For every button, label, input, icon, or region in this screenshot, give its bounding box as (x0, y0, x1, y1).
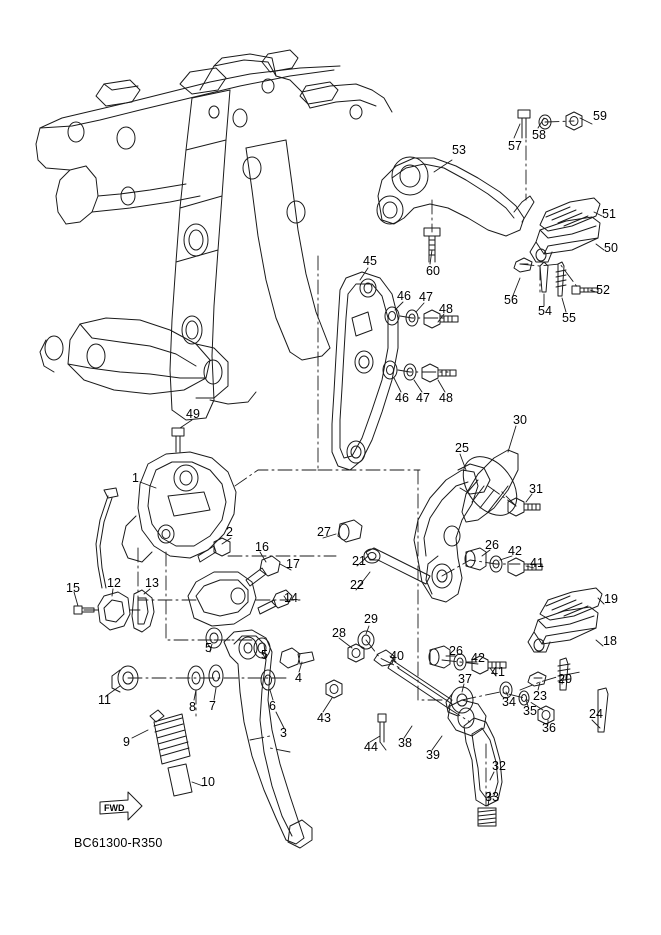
callout-44: 44 (364, 740, 378, 754)
part-3-side-stand (224, 630, 312, 848)
callout-20: 20 (558, 672, 572, 686)
callout-49: 49 (186, 407, 200, 421)
part-33-spring (478, 808, 496, 826)
frame-assembly (36, 50, 392, 420)
callout-5-b: 5 (261, 648, 268, 662)
part-25-rear-bracket (414, 464, 490, 602)
callout-52: 52 (596, 283, 610, 297)
callout-4: 4 (295, 671, 302, 685)
callout-2: 2 (226, 525, 233, 539)
part-38-rod-body (398, 668, 452, 704)
leader-lines (74, 118, 604, 806)
callout-56: 56 (504, 293, 518, 307)
callout-33: 33 (485, 790, 499, 804)
callout-48-upper: 48 (439, 302, 453, 316)
callout-17: 17 (286, 557, 300, 571)
callout-5-a: 5 (205, 641, 212, 655)
callout-50: 50 (604, 241, 618, 255)
callout-51: 51 (602, 207, 616, 221)
callout-14: 14 (284, 591, 298, 605)
callout-3: 3 (280, 726, 287, 740)
part-22-joint (364, 549, 380, 563)
callout-45: 45 (363, 254, 377, 268)
callout-11: 11 (98, 693, 111, 707)
callout-16: 16 (255, 540, 269, 554)
callout-48-lower: 48 (439, 391, 453, 405)
part-55-spring (556, 262, 566, 296)
part-19-footrest-rubber-lower (540, 588, 602, 620)
part-54-pin (540, 262, 548, 292)
part-26-collar-upper-right (465, 548, 486, 570)
part-35-washer (519, 691, 529, 705)
part-45-heel-plate (332, 272, 398, 470)
callout-7: 7 (209, 699, 216, 713)
part-30-passenger-footpeg (452, 446, 527, 525)
callout-60: 60 (426, 264, 440, 278)
callout-35: 35 (523, 704, 537, 718)
callout-42-lower: 42 (471, 651, 485, 665)
callout-39: 39 (426, 748, 440, 762)
part-code-label: BC61300-R350 (74, 836, 163, 850)
callout-46-lower: 46 (395, 391, 409, 405)
part-27-bushing (338, 520, 362, 542)
callout-54: 54 (538, 304, 552, 318)
callout-53: 53 (452, 143, 466, 157)
callout-15: 15 (66, 581, 80, 595)
part-51-footrest-rubber (540, 198, 600, 231)
part-21-rod-upper (366, 548, 430, 584)
part-10-pad (168, 764, 192, 796)
part-39-bracket (448, 700, 486, 736)
callout-18: 18 (603, 634, 617, 648)
part-31-bolt (508, 498, 540, 516)
part-12-switch (98, 592, 130, 630)
callout-26-lower: 26 (449, 644, 463, 658)
part-43-nut (326, 680, 342, 698)
callout-8: 8 (189, 700, 196, 714)
callout-28: 28 (332, 626, 346, 640)
callout-47-lower: 47 (416, 391, 430, 405)
callout-42-upper: 42 (508, 544, 522, 558)
part-4-bolt (280, 648, 314, 668)
callout-38: 38 (398, 736, 412, 750)
callout-46-upper: 46 (397, 289, 411, 303)
part-46-collar-lower (383, 361, 397, 379)
part-18-footrest-bracket-lower (528, 607, 598, 652)
part-60-bolt (424, 228, 440, 262)
callout-34: 34 (502, 695, 516, 709)
callout-6: 6 (269, 699, 276, 713)
part-52-bolt (572, 286, 598, 294)
part-26-collar-lower-right (429, 646, 450, 668)
callout-12: 12 (107, 576, 121, 590)
callout-10: 10 (201, 775, 215, 789)
callout-36: 36 (542, 721, 556, 735)
callout-9: 9 (123, 735, 130, 749)
part-48-bolt-lower (422, 364, 456, 382)
callout-27: 27 (317, 525, 331, 539)
callout-25: 25 (455, 441, 469, 455)
callout-55: 55 (562, 311, 576, 325)
callout-19: 19 (604, 592, 618, 606)
callout-41-upper: 41 (530, 556, 544, 570)
callout-23: 23 (533, 689, 547, 703)
fwd-label: FWD (104, 803, 125, 813)
part-7-washer (209, 665, 223, 687)
part-44-bolt (378, 714, 386, 742)
callout-1: 1 (132, 471, 139, 485)
part-23-clip (528, 672, 546, 686)
callout-57: 57 (508, 139, 522, 153)
part-49-bolt (172, 428, 184, 452)
callout-29: 29 (364, 612, 378, 626)
callout-26-upper: 26 (485, 538, 499, 552)
part-9-spring (150, 710, 190, 764)
part-1-stand-bracket (122, 452, 236, 562)
callout-41-lower: 41 (491, 665, 505, 679)
callout-37: 37 (458, 672, 472, 686)
callout-47-upper: 47 (419, 290, 433, 304)
callout-22: 22 (350, 578, 364, 592)
callout-30: 30 (513, 413, 527, 427)
callout-31: 31 (529, 482, 543, 496)
callout-59: 59 (593, 109, 607, 123)
part-40-rod (374, 650, 452, 708)
part-11-washer (112, 666, 138, 692)
callout-40: 40 (390, 649, 404, 663)
callout-58: 58 (532, 128, 546, 142)
callout-32: 32 (492, 759, 506, 773)
callout-24: 24 (589, 707, 603, 721)
callout-43: 43 (317, 711, 331, 725)
callout-21: 21 (352, 554, 366, 568)
callout-13: 13 (145, 576, 159, 590)
part-53-brake-pedal-arm (377, 157, 534, 236)
